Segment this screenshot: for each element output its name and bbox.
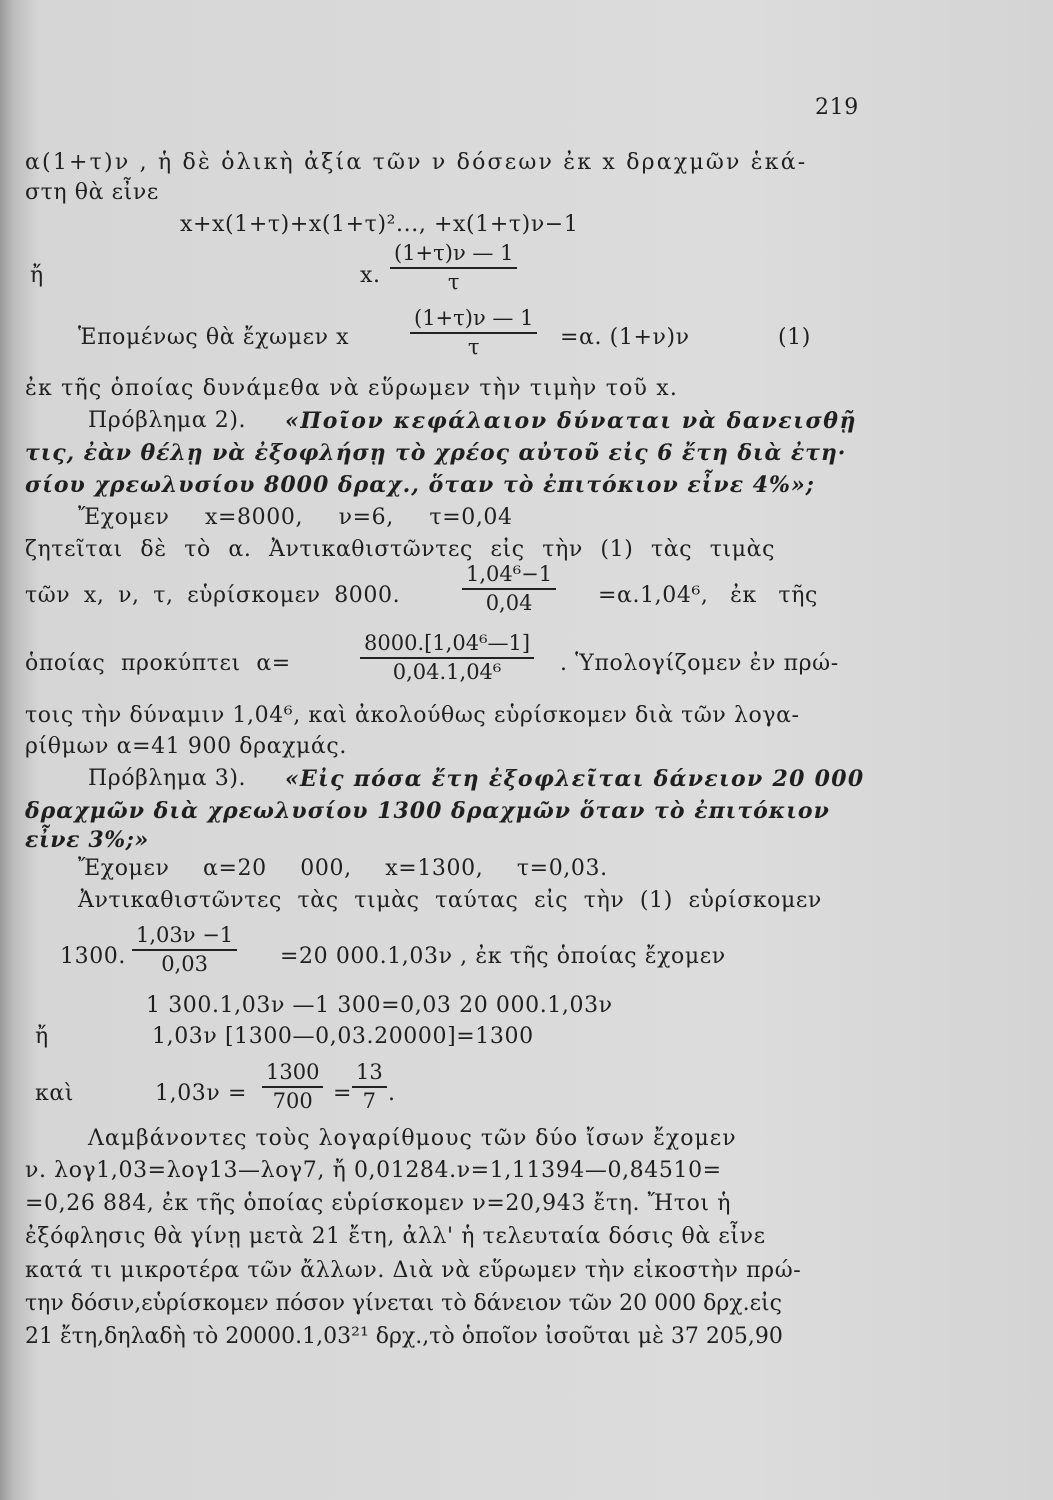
problem-3-result-6: 21 ἔτη,δηλαδὴ τὸ 20000.1,03²¹ δρχ.,τὸ ὁποῖον ἰσοῦται μὲ 37 205,90 [25, 1324, 783, 1349]
problem-3-or: ἤ [35, 1024, 49, 1049]
main-fraction [410, 305, 537, 360]
problem-3-substitution: Ἀντικαθιστῶντες τὰς τιμὰς ταύτας εἰς τὴν (1) εὑρίσκομεν [78, 888, 822, 913]
problem-3-equation-2: 1 300.1,03ν —1 300=0,03 20 000.1,03ν [146, 993, 613, 1018]
main-fraction-numerator: (1+τ)ν — 1 [410, 305, 537, 334]
problem-3-equation-3: 1,03ν [1300—0,03.20000]=1300 [152, 1024, 534, 1049]
problem-3-heading: Πρόβλημα 3). [88, 766, 247, 791]
problem-3-logs-intro: Λαμβάνοντες τοὺς λογαρίθμους τῶν δύο ἴσων ἔχομεν [88, 1126, 737, 1151]
problem-3-ratio-2-denominator: 7 [362, 1089, 377, 1113]
equation-reference-1: (1) [778, 325, 811, 350]
problem-3-statement-a: «Εἰς πόσα ἔτη ἐξοφλεῖται δάνειον 20 000 [285, 766, 865, 792]
sum-fraction-denominator: τ [447, 270, 460, 294]
problem-2-statement-b: τις, ἐὰν θέλῃ νὰ ἐξοφλήσῃ τὸ χρέος αὐτοῦ εἰς 6 ἔτη διὰ ἐτη· [25, 440, 847, 466]
problem-3-result-1: ν. λογ1,03=λογ13—λογ7, ἤ 0,01284.ν=1,11394—0,84510= [25, 1158, 722, 1183]
problem-3-period: . [388, 1081, 396, 1106]
problem-3-statement-c: εἶνε 3%;» [25, 827, 149, 853]
problem-2-given: Ἔχομεν x=8000, ν=6, τ=0,04 [78, 505, 513, 530]
text-line-1: α(1+τ)ν , ἡ δὲ ὁλικὴ ἀξία τῶν ν δόσεων ἐκ x δραχμῶν ἑκά- [25, 150, 808, 175]
problem-2-alpha-lead: ὁποίας προκύπτει α= [25, 651, 291, 676]
problem-3-eq-numerator: 1,03ν −1 [132, 922, 237, 951]
problem-3-eq-denominator: 0,03 [161, 952, 208, 976]
problem-2-text-2: ρίθμων α=41 900 δραχμάς. [25, 734, 347, 759]
main-equation-rhs: =α. (1+ν)ν [560, 325, 690, 350]
problem-3-ratio-1-numerator: 1300 [262, 1059, 323, 1088]
problem-3-ratio-2-numerator: 13 [352, 1059, 387, 1088]
problem-3-given: Ἔχομεν α=20 000, x=1300, τ=0,03. [78, 856, 608, 881]
problem-3-result-4: κατά τι μικροτέρα τῶν ἄλλων. Διὰ νὰ εὕρωμεν τὴν εἰκοστὴν πρώ- [25, 1258, 802, 1283]
therefore-line: Ἑπομένως θὰ ἔχωμεν x [78, 325, 350, 350]
problem-3-and: καὶ [35, 1081, 75, 1106]
problem-2-values-rhs: =α.1,04⁶, ἐκ τῆς [598, 583, 818, 608]
problem-2-values-fraction [462, 561, 556, 616]
text-line-2: στη θὰ εἶνε [25, 180, 159, 205]
problem-2-statement-c: σίου χρεωλυσίου 8000 δραχ., ὅταν τὸ ἐπιτόκιον εἶνε 4%»; [25, 472, 815, 498]
problem-3-equals-sign: = [333, 1081, 353, 1106]
problem-3-result-3: ἐξόφλησις θὰ γίνῃ μετὰ 21 ἔτη, ἀλλ' ἡ τελευταία δόσις θὰ εἶνε [25, 1224, 766, 1249]
problem-2-heading: Πρόβλημα 2). [88, 408, 247, 433]
problem-2-alpha-tail: . Ὑπολογίζομεν ἐν πρώ- [560, 651, 839, 676]
problem-2-values-denominator: 0,04 [485, 591, 533, 615]
problem-3-eq-rhs: =20 000.1,03ν , ἐκ τῆς ὁποίας ἔχομεν [280, 944, 726, 969]
problem-2-statement-a: «Ποῖον κεφάλαιον δύναται νὰ δανεισθῇ [285, 408, 858, 434]
problem-2-text-1: τοις τὴν δύναμιν 1,04⁶, καὶ ἀκολούθως εὑρίσκομεν διὰ τῶν λογα- [25, 703, 800, 728]
text-line-6: ἐκ τῆς ὁποίας δυνάμεθα νὰ εὕρωμεν τὴν τιμὴν τοῦ x. [25, 376, 679, 401]
main-fraction-denominator: τ [467, 335, 480, 359]
problem-3-result-2: =0,26 884, ἐκ τῆς ὁποίας εὑρίσκομεν ν=20,943 ἔτη. Ἤτοι ἡ [25, 1191, 731, 1216]
problem-3-ratio-1 [262, 1059, 323, 1114]
problem-3-result-5: την δόσιν,εὑρίσκομεν πόσον γίνεται τὸ δάνειον τῶν 20 000 δρχ.εἰς [25, 1291, 782, 1316]
formula-x: x. [360, 263, 381, 288]
sum-fraction [390, 240, 517, 295]
or-connector: ἤ [30, 263, 44, 288]
sum-fraction-numerator: (1+τ)ν — 1 [390, 240, 517, 269]
problem-2-values-lead: τῶν x, ν, τ, εὑρίσκομεν 8000. [25, 583, 401, 608]
problem-2-alpha-fraction [360, 630, 534, 685]
problem-3-ratio-1-denominator: 700 [272, 1089, 313, 1113]
series-expression: x+x(1+τ)+x(1+τ)²..., +x(1+τ)ν−1 [180, 212, 579, 237]
problem-3-eq-lead: 1300. [60, 944, 126, 969]
problem-2-alpha-numerator: 8000.[1,04⁶—1] [360, 630, 534, 659]
problem-2-alpha-denominator: 0,04.1,04⁶ [392, 660, 502, 684]
problem-3-ratio-2 [352, 1059, 387, 1114]
problem-3-statement-b: δραχμῶν διὰ χρεωλυσίου 1300 δραχμῶν ὅταν τὸ ἐπιτόκιον [25, 798, 830, 824]
problem-2-values-numerator: 1,04⁶−1 [462, 561, 556, 590]
problem-3-eq-fraction [132, 922, 237, 977]
page-number: 219 [815, 95, 859, 120]
problem-3-equation-4-lead: 1,03ν = [155, 1081, 247, 1106]
problem-2-sought: ζητεῖται δὲ τὸ α. Ἀντικαθιστῶντες εἰς τὴν (1) τὰς τιμὰς [25, 537, 775, 562]
